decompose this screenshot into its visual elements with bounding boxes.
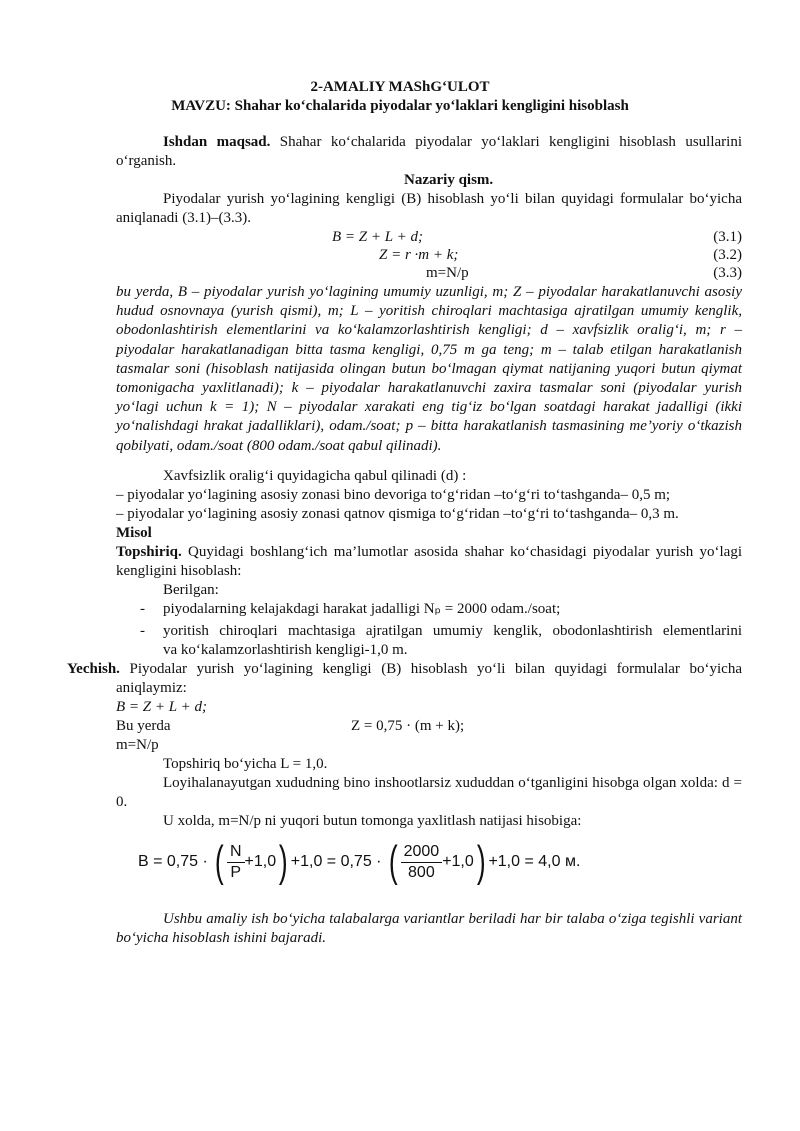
formula-plus-2: +1,0 [442,853,474,871]
final-formula: B = 0,75 · ( $\frac{N}{P}$ +1,0) +1,0 = 0,75 · ( $\frac{2000}{800}$ +1,0) +1,0 = 4,0 м. [138,837,581,886]
given-label: Berilgan: [163,582,219,598]
solution-text-2: aniqlaymiz: [116,680,187,696]
formula-plus-1: +1,0 [244,853,277,871]
goal-label: Ishdan maqsad. [163,134,271,150]
given-item-2b: va ko‘kalamzorlashtirish kengligi-1,0 m. [163,642,408,658]
formula-lhs: B = 0,75 · [138,853,208,871]
definitions-paragraph: bu yerda, B – piyodalar yurish yo‘lagining umumiy uzunligi, m; Z – piyodalar harakatlanuvchi asosiy hudud osnovnaya (yurish qismi), m; L – yoritish chiroqlari machtasiga ajratilgan umumiy kenglik, obodonlashtirish elementlarini va ko‘kalamzorlashtirish kengligi; d – xavfsizlik oralig‘i, m; r – piyodalar harakatlanadigan bitta tasma kengligi, 0,75 m ga teng; m – talab etilgan harakatlanish tasmalar soni (hisoblash natijasida olingan butun bo‘lmagan qiymat natijaning yuqori butun qiymat tomonigacha yaxlitlanadi); k – piyodalar harakatlanuvchi zaxira tasmalar soni (piyodalar yurish yo‘lagi uchun k = 1); N – piyodalar xarakati eng tig‘iz bo‘lgan soatdagi harakat jadalligi (ikki yo‘nalishdagi hrakat jadalliklari), odam./soat; p – bitta harakatlanish tasmasining me’yoriy o‘tkazish qobilyati, odam./soat (800 odam./soat qabul qilinadi). [116,284,742,454]
formula-n-value: 2000 [401,842,443,863]
formula-p-value: 800 [408,863,435,881]
task-label: Topshiriq. [116,544,182,560]
document-subtitle: MAVZU: Shahar ko‘chalarida piyodalar yo‘laklari kengligini hisoblash [171,98,629,114]
solution-l-value: Topshiriq bo‘yicha L = 1,0. [163,756,328,772]
solution-round-text: U xolda, m=N/p ni yuqori butun tomonga yaxlitlash natijasi hisobiga: [163,813,582,829]
equation-3-3: m=N/p [426,265,469,281]
safety-item-2: – piyodalar yo‘lagining asosiy zonasi qatnov qismiga to‘g‘ridan –to‘g‘ri to‘tashganda– 0,3 m. [116,506,679,522]
bullet-dash-1: - [140,601,145,617]
safety-item-1: – piyodalar yo‘lagining asosiy zonasi bino devoriga to‘g‘ridan –to‘g‘ri to‘tashganda– 0,5 m; [116,487,671,503]
equation-3-2: Z = r ·m + k; [379,247,459,263]
formula-n: N [227,842,245,863]
formula-end: +1,0 = 4,0 м. [488,853,581,871]
solution-text-1: Piyodalar yurish yo‘lagining kengligi (B) hisoblash yo‘li bilan quyidagi formulalar bo‘yicha [119,661,742,677]
bullet-dash-2: - [140,623,145,639]
theory-intro: Piyodalar yurish yo‘lagining kengligi (B) hisoblash yo‘li bilan quyidagi formulalar bo‘yicha aniqlanadi (3.1)–(3.3). [116,191,742,227]
formula-fraction-n-p [227,842,245,883]
solution-here-label: Bu yerda [116,718,171,734]
equation-number-3-3: (3.3) [713,265,742,281]
document-title: 2-AMALIY MAShG‘ULOT [310,79,490,95]
equation-number-3-2: (3.2) [713,247,742,263]
goal-text: Shahar ko‘chalarida piyodalar yo‘laklari kengligini hisoblash usullarini o‘rganish. [116,134,743,170]
solution-equation-z: Z = 0,75 · (m + k); [351,718,465,734]
safety-intro: Xavfsizlik oralig‘i quyidagicha qabul qilinadi (d) : [163,468,467,484]
task-text: Quyidagi boshlang‘ich ma’lumotlar asosida shahar ko‘chasidagi piyodalar yurish yo‘lagi kengligini hisoblash: [116,544,742,580]
formula-fraction-values [401,842,443,883]
given-item-1: piyodalarning kelajakdagi harakat jadalligi Nₚ = 2000 odam./soat; [163,601,561,617]
closing-paragraph: Ushbu amaliy ish bo‘yicha talabalarga variantlar beriladi har bir talaba o‘ziga tegishli variant bo‘yicha hisoblash ishini bajaradi. [116,911,742,947]
goal-paragraph [116,133,742,171]
formula-mid: +1,0 = 0,75 · [290,853,382,871]
solution-equation-b: B = Z + L + d; [116,699,207,715]
task-paragraph [116,543,742,581]
theory-heading: Nazariy qism. [404,172,494,188]
given-item-2a: yoritish chiroqlari machtasiga ajratilgan umumiy kenglik, obodonlashtirish elementlarini [163,623,742,639]
solution-line-1 [67,660,742,679]
equation-3-1: B = Z + L + d; [332,229,423,245]
example-heading: Misol [116,525,152,541]
equation-number-3-1: (3.1) [713,229,742,245]
solution-equation-m: m=N/p [116,737,159,753]
solution-d-text: Loyihalanayutgan xududning bino inshootlarsiz xududdan o‘tganligini hisobga olgan xolda: d = 0. [116,775,742,811]
solution-label: Yechish. [67,661,120,677]
formula-p: P [230,863,242,881]
